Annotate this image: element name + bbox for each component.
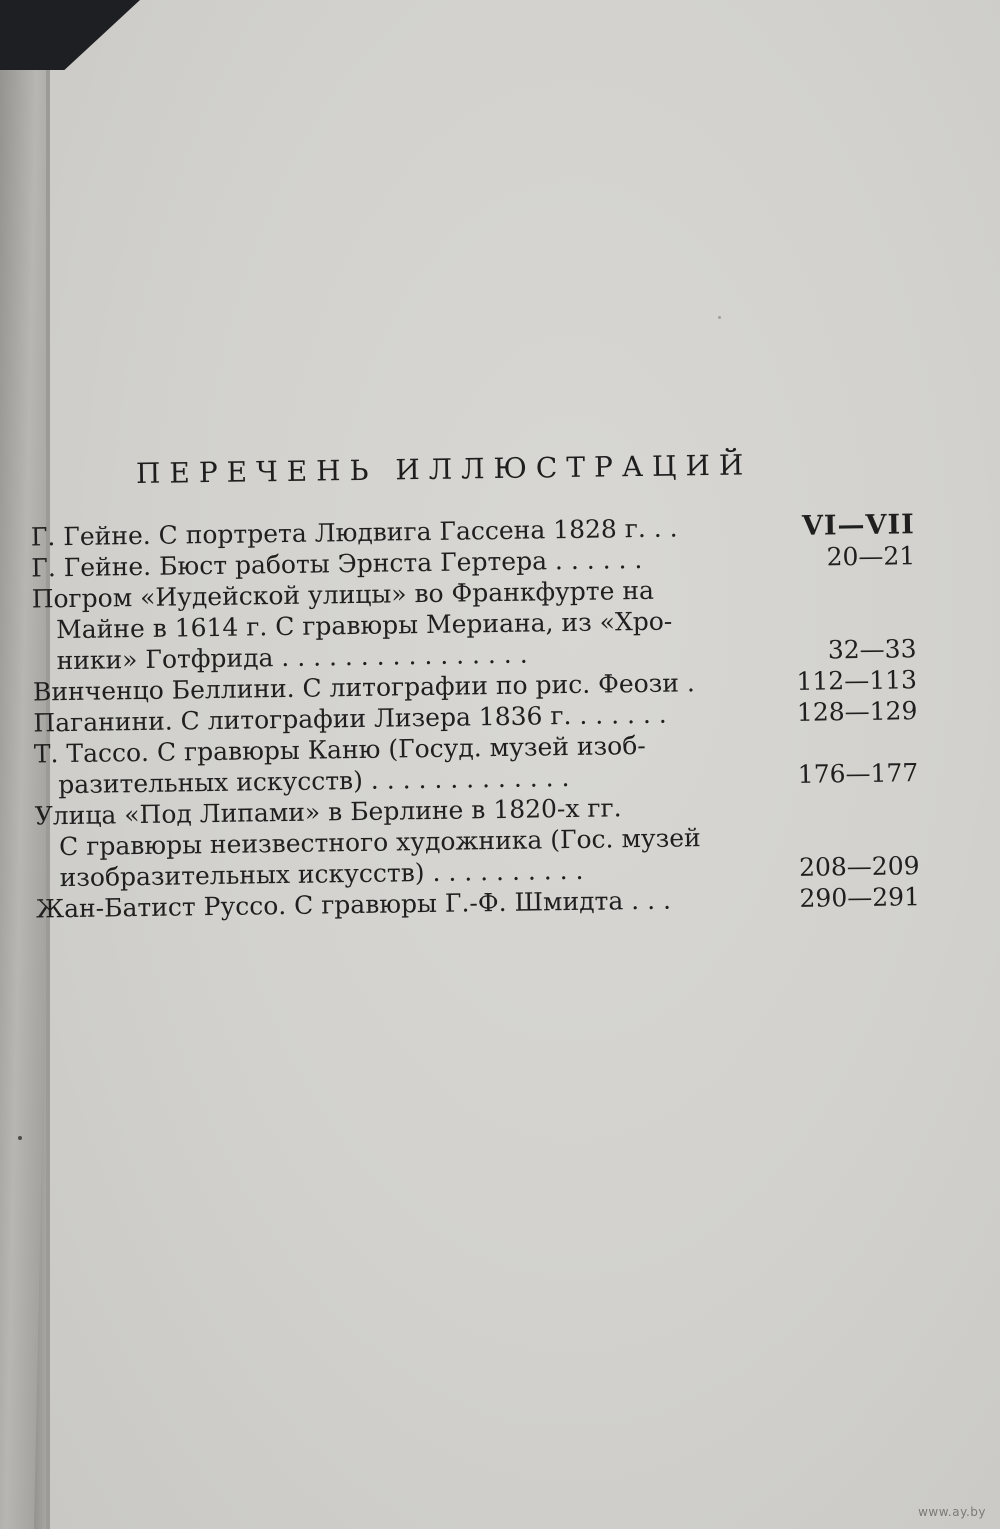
entry-pages: 112—113 bbox=[796, 665, 918, 696]
paper-speck bbox=[718, 316, 721, 319]
entry-pages: 290—291 bbox=[799, 882, 921, 913]
entry-text: Г. Гейне. Бюст работы Эрнста Гертера . . . . . . bbox=[31, 544, 643, 583]
entry-text: Жан-Батист Руссо. С гравюры Г.-Ф. Шмидта . . . bbox=[35, 885, 672, 924]
entry-text: Г. Гейне. С портрета Людвига Гассена 1828 г. . . bbox=[30, 513, 678, 552]
list-item bbox=[35, 788, 926, 893]
entry-text: Улица «Под Липами» в Берлине в 1820-х гг. С гравюры неизвестного художника (Гос. музей изобразительных искусств) . . . . . . . . . . bbox=[34, 793, 701, 893]
page-title: ПЕРЕЧЕНЬ ИЛЛЮСТРАЦИЙ bbox=[135, 448, 753, 491]
entry-pages: 128—129 bbox=[796, 696, 918, 727]
paper-speck bbox=[18, 1136, 22, 1140]
entry-pages: 32—33 bbox=[827, 634, 917, 665]
entry-text: Погром «Иудейской улицы» во Франкфурте на Майне в 1614 г. С гравюры Мериана, из «Хро- ники» Готфрида . . . . . . . . . . . . . . . . bbox=[31, 575, 673, 676]
watermark: www.ay.by bbox=[918, 1505, 986, 1519]
illustrations-list bbox=[31, 509, 927, 924]
entry-pages: 20—21 bbox=[826, 541, 916, 572]
entry-pages: 208—209 bbox=[798, 851, 920, 882]
entry-pages: VI—VII bbox=[801, 509, 915, 542]
entry-pages: 176—177 bbox=[797, 758, 919, 789]
entry-text: Паганини. С литографии Лизера 1836 г. . . . . . . bbox=[33, 699, 667, 738]
entry-text: Т. Тассо. С гравюры Каню (Госуд. музей изоб- разительных искусств) . . . . . . . . . . . . . bbox=[33, 730, 646, 800]
list-item bbox=[31, 571, 922, 676]
entry-text: Винченцо Беллини. С литографии по рис. Феози . bbox=[32, 668, 696, 707]
